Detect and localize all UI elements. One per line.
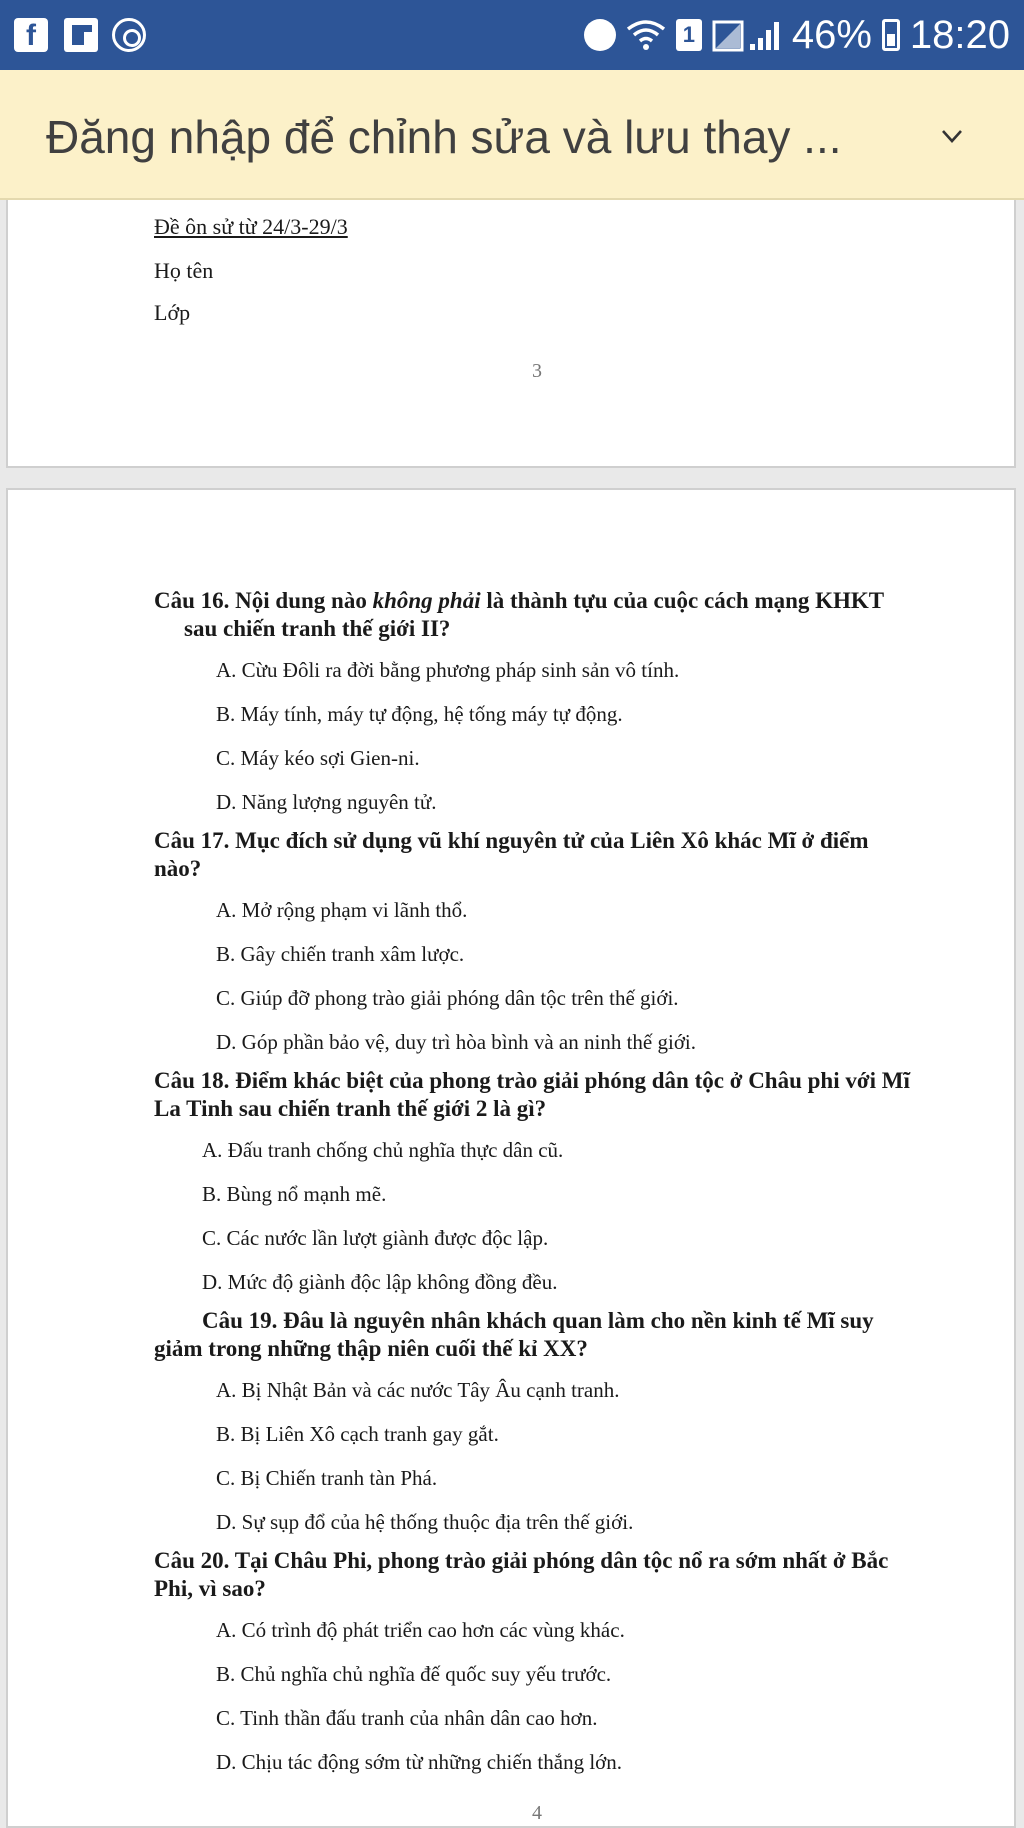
option-18-b: B. Bùng nổ mạnh mẽ. — [202, 1182, 387, 1206]
option-16-a: A. Cừu Đôli ra đời bằng phương pháp sinh sản vô tính. — [216, 658, 680, 682]
wifi-icon — [626, 19, 666, 51]
question-17-line2: nào? — [154, 856, 202, 881]
battery-icon — [882, 19, 900, 51]
chrome-icon — [112, 18, 146, 52]
option-18-d: D. Mức độ giành độc lập không đồng đều. — [202, 1270, 558, 1294]
chevron-down-icon[interactable] — [940, 124, 964, 148]
option-19-a: A. Bị Nhật Bản và các nước Tây Âu cạnh tranh. — [216, 1378, 620, 1402]
option-18-c: C. Các nước lần lượt giành được độc lập. — [202, 1226, 549, 1250]
flipboard-icon — [64, 18, 98, 52]
question-16: Câu 16. Nội dung nào không phải là thành tựu của cuộc cách mạng KHKT — [154, 588, 885, 613]
page-number: 3 — [532, 360, 542, 382]
option-20-a: A. Có trình độ phát triển cao hơn các vùng khác. — [216, 1618, 625, 1642]
question-19: Câu 19. Đâu là nguyên nhân khách quan làm cho nền kinh tế Mĩ suy — [202, 1308, 874, 1333]
question-18-line2: La Tinh sau chiến tranh thế giới 2 là gì? — [154, 1096, 547, 1121]
option-20-d: D. Chịu tác động sớm từ những chiến thắng lớn. — [216, 1750, 623, 1774]
status-bar — [0, 0, 1024, 70]
sign-in-banner[interactable] — [0, 70, 1024, 200]
battery-percentage: 46% — [791, 13, 872, 57]
clock: 18:20 — [909, 13, 1010, 57]
name-label: Họ tên — [154, 258, 214, 283]
sim-icon: 1 — [676, 19, 702, 51]
document-title: Đề ôn sử từ 24/3-29/3 — [154, 214, 348, 239]
question-20: Câu 20. Tại Châu Phi, phong trào giải phóng dân tộc nổ ra sớm nhất ở Bắc — [154, 1548, 889, 1573]
status-icons — [584, 10, 1010, 60]
question-20-line2: Phi, vì sao? — [154, 1576, 266, 1601]
page-number: 4 — [532, 1802, 542, 1824]
option-17-b: B. Gây chiến tranh xâm lược. — [216, 942, 465, 966]
class-label: Lớp — [154, 300, 191, 325]
option-17-c: C. Giúp đỡ phong trào giải phóng dân tộc trên thế giới. — [216, 986, 679, 1010]
document-page-3 — [6, 200, 1016, 468]
option-20-c: C. Tinh thần đấu tranh của nhân dân cao hơn. — [216, 1706, 598, 1730]
question-19-line2: giảm trong những thập niên cuối thế kỉ XX? — [154, 1336, 588, 1361]
option-19-d: D. Sự sụp đổ của hệ thống thuộc địa trên thế giới. — [216, 1510, 634, 1534]
question-18: Câu 18. Điểm khác biệt của phong trào giải phóng dân tộc ở Châu phi với Mĩ — [154, 1068, 910, 1093]
option-16-b: B. Máy tính, máy tự động, hệ tống máy tự động. — [216, 702, 623, 726]
alarm-icon — [584, 19, 616, 51]
option-16-c: C. Máy kéo sợi Gien-ni. — [216, 746, 420, 770]
option-19-b: B. Bị Liên Xô cạch tranh gay gắt. — [216, 1422, 499, 1446]
question-17: Câu 17. Mục đích sử dụng vũ khí nguyên tử của Liên Xô khác Mĩ ở điểm — [154, 828, 869, 853]
option-19-c: C. Bị Chiến tranh tàn Phá. — [216, 1466, 438, 1490]
question-16-line2: sau chiến tranh thế giới II? — [184, 616, 451, 641]
option-17-a: A. Mở rộng phạm vi lãnh thổ. — [216, 898, 468, 922]
signal-icon — [712, 19, 782, 51]
document-page-4 — [6, 488, 1016, 1828]
banner-text: Đăng nhập để chỉnh sửa và lưu thay ... — [46, 111, 842, 163]
option-18-a: A. Đấu tranh chống chủ nghĩa thực dân cũ. — [202, 1138, 564, 1162]
option-16-d: D. Năng lượng nguyên tử. — [216, 790, 437, 814]
option-20-b: B. Chủ nghĩa chủ nghĩa đế quốc suy yếu trước. — [216, 1662, 612, 1686]
facebook-icon: f — [14, 18, 48, 52]
option-17-d: D. Góp phần bảo vệ, duy trì hòa bình và an ninh thế giới. — [216, 1030, 697, 1054]
